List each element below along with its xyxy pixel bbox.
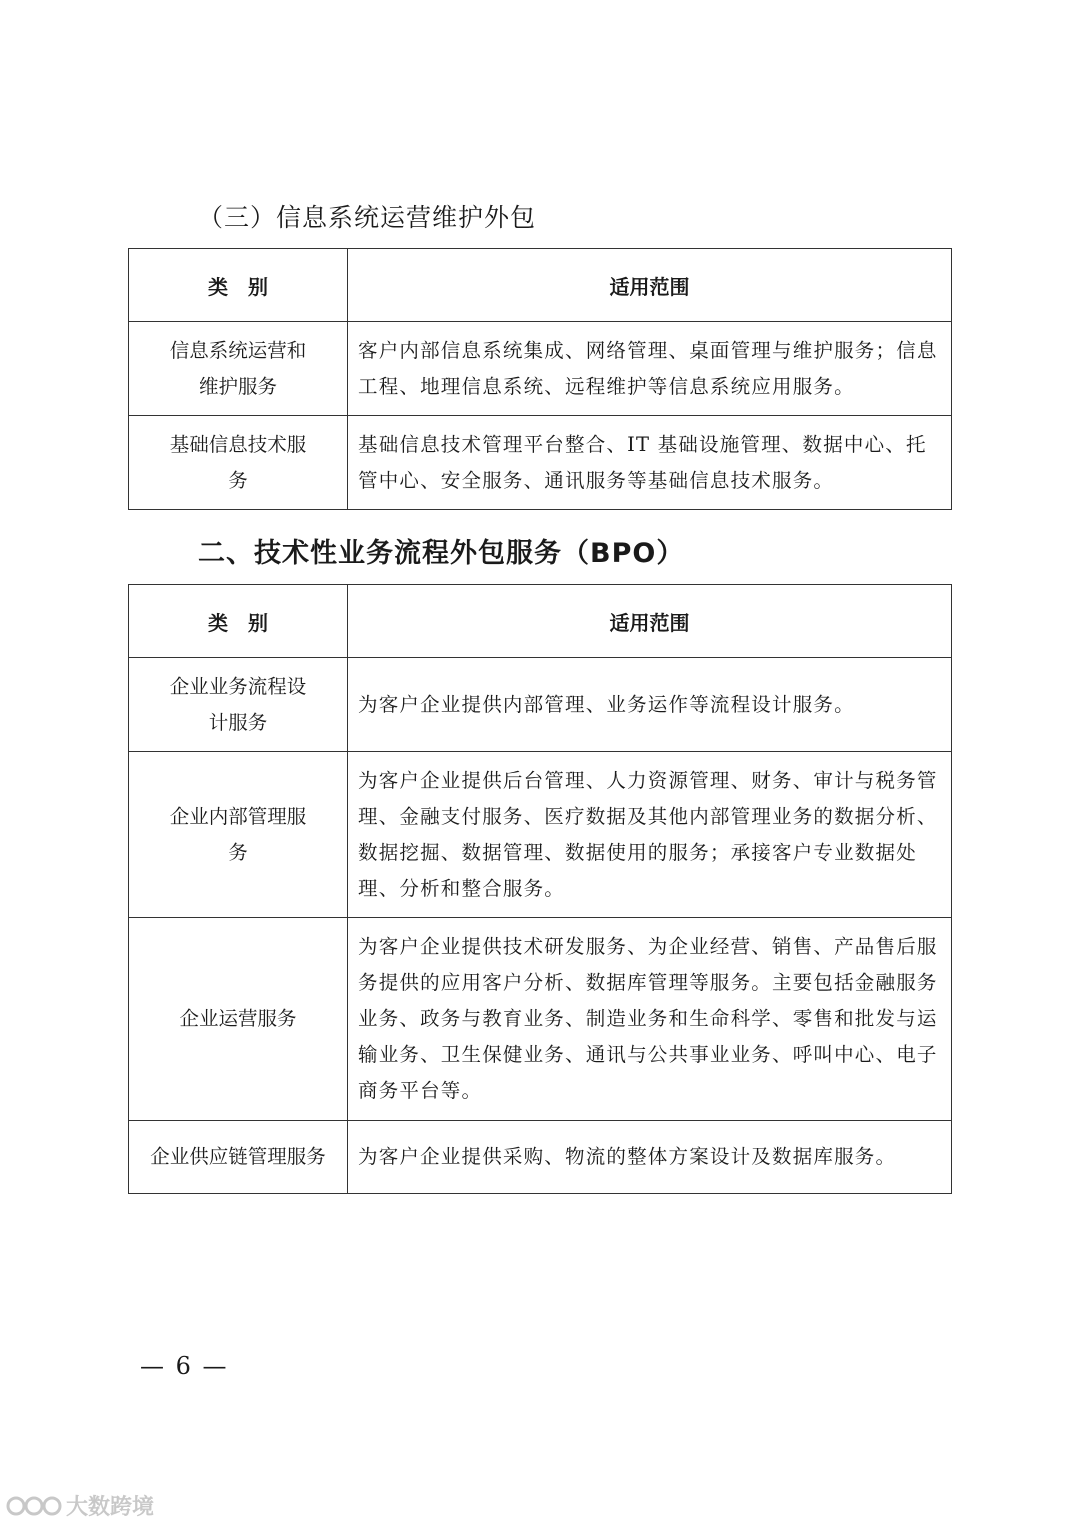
scope-cell: 为客户企业提供后台管理、人力资源管理、财务、审计与税务管理、金融支付服务、医疗数据及其他内部管理业务的数据分析、数据挖掘、数据管理、数据使用的服务；承接客户专业数据处理、分析和整合服务。 [348, 752, 952, 918]
section-heading-bpo: 二、技术性业务流程外包服务（BPO） [198, 538, 685, 569]
table-row [129, 322, 952, 416]
category-cell: 企业运营服务 [129, 918, 348, 1121]
scope-cell: 为客户企业提供采购、物流的整体方案设计及数据库服务。 [348, 1121, 952, 1194]
scope-cell: 为客户企业提供内部管理、业务运作等流程设计服务。 [348, 658, 952, 752]
scope-cell: 为客户企业提供技术研发服务、为企业经营、销售、产品售后服务提供的应用客户分析、数据库管理等服务。主要包括金融服务业务、政务与教育业务、制造业务和生命科学、零售和批发与运输业务、卫生保健业务、通讯与公共事业业务、呼叫中心、电子商务平台等。 [348, 918, 952, 1121]
scope-column-header: 适用范围 [348, 249, 952, 322]
bpo-services-table [128, 584, 952, 1194]
table-row [129, 1121, 952, 1194]
category-cell: 基础信息技术服务 [129, 416, 348, 510]
category-cell: 企业业务流程设计服务 [129, 658, 348, 752]
section-heading-info-system-outsourcing: （三）信息系统运营维护外包 [198, 203, 537, 232]
category-cell: 企业供应链管理服务 [129, 1121, 348, 1194]
watermark [6, 1490, 154, 1521]
page-number: — 6 — [140, 1352, 229, 1380]
watermark-logo-icon [6, 1493, 62, 1519]
scope-cell: 基础信息技术管理平台整合、IT 基础设施管理、数据中心、托管中心、安全服务、通讯服务等基础信息技术服务。 [348, 416, 952, 510]
scope-column-header: 适用范围 [348, 585, 952, 658]
info-system-outsourcing-table [128, 248, 952, 510]
scope-cell: 客户内部信息系统集成、网络管理、桌面管理与维护服务；信息工程、地理信息系统、远程维护等信息系统应用服务。 [348, 322, 952, 416]
category-cell: 企业内部管理服务 [129, 752, 348, 918]
table-header-row [129, 249, 952, 322]
table-row [129, 752, 952, 918]
watermark-text: 大数跨境 [66, 1495, 155, 1520]
category-column-header: 类 别 [129, 249, 348, 322]
table-row [129, 658, 952, 752]
category-cell: 信息系统运营和维护服务 [129, 322, 348, 416]
category-column-header: 类 别 [129, 585, 348, 658]
table-row [129, 918, 952, 1121]
table-row [129, 416, 952, 510]
table-header-row [129, 585, 952, 658]
